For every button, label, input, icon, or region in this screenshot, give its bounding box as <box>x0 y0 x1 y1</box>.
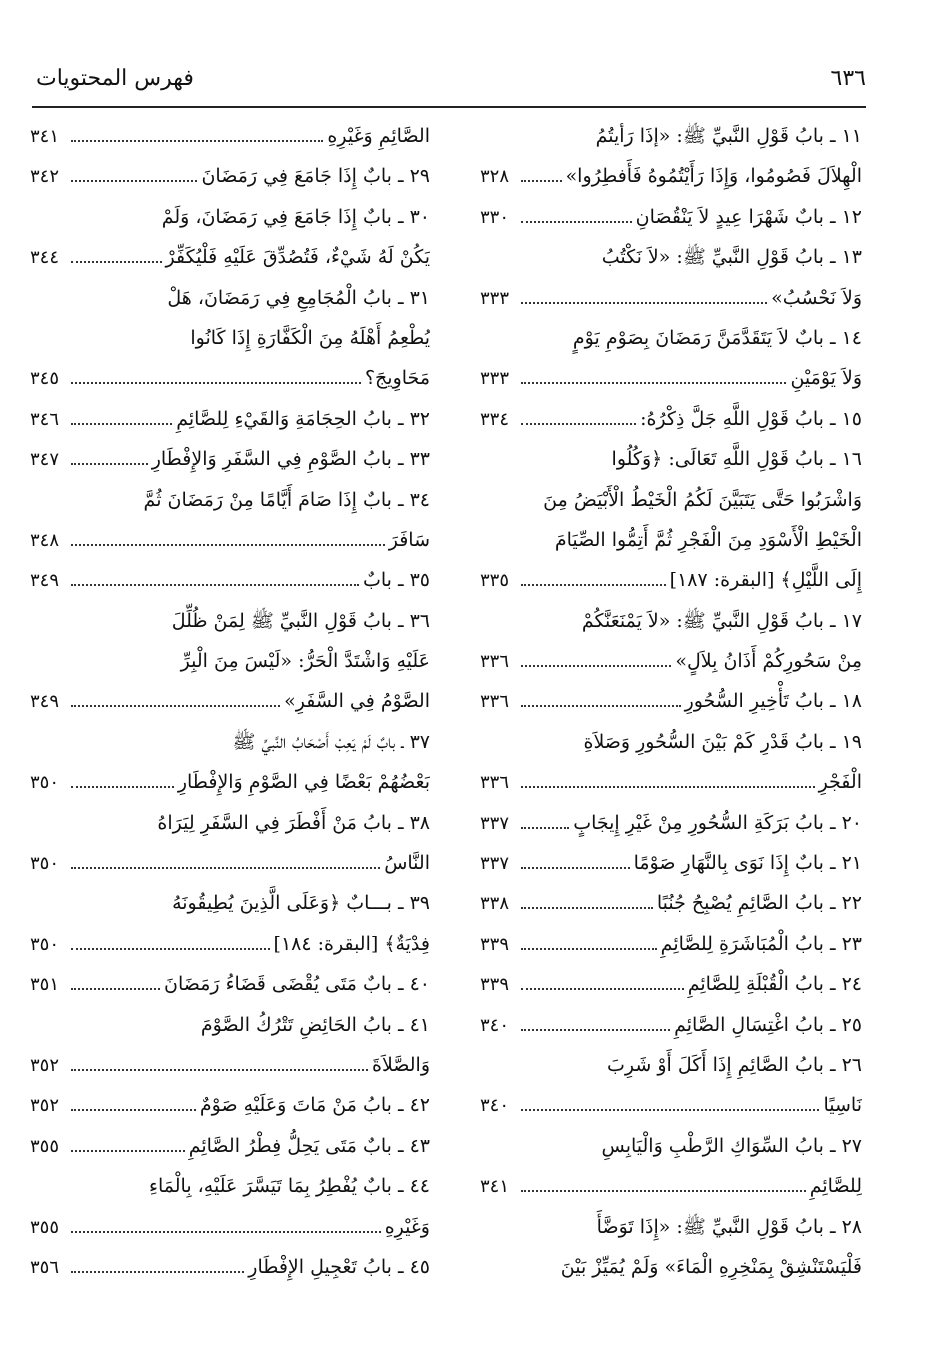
toc-entry-text: إِلَى اللَّيْلِ﴾ [البقرة: ١٨٧] <box>669 569 862 592</box>
toc-line <box>480 1045 862 1085</box>
toc-line <box>30 358 430 398</box>
dot-leader <box>71 406 172 425</box>
toc-entry-text: ٢١ ـ بابٌ إِذَا نَوَى بِالنَّهَارِ صَوْمًا <box>633 852 862 875</box>
dot-leader <box>71 1213 381 1232</box>
dot-leader <box>71 1133 185 1152</box>
toc-line <box>30 116 430 156</box>
toc-page-number: ٣٣٨ <box>480 893 510 915</box>
toc-page-number: ٣٥١ <box>30 974 60 996</box>
running-title: فهرس المحتويات <box>36 66 194 91</box>
dot-leader <box>71 365 361 384</box>
toc-entry-text: ٢٠ ـ بابُ بَرَكَةِ السُّحُورِ مِنْ غَيْرِ إِيجَابٍ <box>573 811 862 834</box>
toc-entry-text: مَحَاوِيجَ؟ <box>364 367 430 390</box>
toc-line <box>30 197 430 237</box>
toc-line <box>30 1085 430 1125</box>
toc-entry-text: ٤٣ ـ بابٌ مَتَى يَحِلُّ فِطْرُ الصَّائِمِ <box>188 1134 430 1157</box>
toc-line <box>480 843 862 883</box>
dot-leader <box>71 769 174 788</box>
toc-entry-text: الصَّائِمِ وَغَيْرِهِ <box>327 125 430 147</box>
toc-line <box>480 1126 862 1166</box>
toc-line <box>30 803 430 843</box>
toc-line <box>30 560 430 600</box>
toc-line <box>30 1126 430 1166</box>
toc-page-number: ٣٣٦ <box>480 651 510 673</box>
dot-leader <box>521 850 630 869</box>
toc-line <box>30 1166 430 1206</box>
toc-page-number: ٣٥٢ <box>30 1054 60 1076</box>
dot-leader <box>521 648 671 667</box>
toc-line <box>480 1207 862 1247</box>
toc-line <box>480 480 862 520</box>
dot-leader <box>521 890 653 909</box>
toc-line <box>480 601 862 641</box>
toc-page-number: ٣٣٤ <box>480 408 510 430</box>
toc-entry-text: الْخَيْطِ الْأَسْوَدِ مِنَ الْفَجْرِ ثُمَّ أَتِمُّوا الصِّيَامَ <box>554 528 862 551</box>
toc-line <box>30 480 430 520</box>
toc-line <box>480 358 862 398</box>
toc-entry-text: ٣٠ ـ بابٌ إِذَا جَامَعَ فِي رَمَضَانَ، وَلَمْ <box>161 205 430 228</box>
toc-entry-text: ٢٧ ـ بابُ السِّوَاكِ الرَّطْبِ وَالْيَابِسِ <box>601 1134 862 1157</box>
toc-entry-text: ٢٤ ـ بابُ الْقُبْلَةِ لِلصَّائِمِ <box>687 973 862 996</box>
toc-line <box>30 520 430 560</box>
toc-line <box>480 803 862 843</box>
toc-line <box>480 439 862 479</box>
toc-line <box>30 278 430 318</box>
toc-page-number: ٣٤٧ <box>30 449 60 471</box>
toc-line <box>30 1005 430 1045</box>
toc-page-number: ٣٥٠ <box>30 772 60 794</box>
toc-page-number: ٣٥٠ <box>30 933 60 955</box>
toc-page-number: ٣٤٦ <box>30 408 60 430</box>
toc-line <box>30 439 430 479</box>
toc-entry-text: ٣٨ ـ بابُ مَنْ أَفْطَرَ فِي السَّفَرِ لِيَرَاهُ <box>157 811 430 834</box>
toc-entry-text: ٢٩ ـ بابٌ إِذَا جَامَعَ فِي رَمَضَانَ <box>201 165 430 188</box>
toc-line <box>30 237 430 277</box>
dot-leader <box>71 1092 196 1111</box>
toc-line <box>30 1247 430 1287</box>
toc-line <box>30 722 430 762</box>
toc-line <box>480 520 862 560</box>
toc-entry-text: ١٧ ـ بابُ قَوْلِ النَّبيِّ ﷺ: «لاَ يَمْنَعَنَّكُمْ <box>581 609 862 632</box>
toc-page-number: ٣٥٦ <box>30 1256 60 1278</box>
toc-page-number: ٣٥٥ <box>30 1135 60 1157</box>
dot-leader <box>521 971 684 990</box>
toc-line <box>480 237 862 277</box>
toc-line <box>30 156 430 196</box>
toc-line <box>480 1247 862 1287</box>
toc-line <box>480 156 862 196</box>
dot-leader <box>521 769 815 788</box>
page-header <box>36 66 866 104</box>
toc-line <box>30 318 430 358</box>
toc-page-number: ٣٤٠ <box>480 1095 510 1117</box>
toc-entry-text: ٣٣ ـ بابُ الصَّوْمِ فِي السَّفَرِ وَالإِفْطَارِ <box>151 448 430 471</box>
dot-leader <box>71 446 148 465</box>
toc-entry-text: ١١ ـ بابُ قَوْلِ النَّبيِّ ﷺ: «إذَا رَأيتُمُ <box>595 125 862 147</box>
toc-page-number: ٣٣٥ <box>480 570 510 592</box>
toc-entry-text: يُطْعِمُ أَهْلَهُ مِنَ الْكَفَّارَةِ إِذَا كَانُوا <box>190 326 430 349</box>
toc-line <box>480 883 862 923</box>
toc-page-number: ٣٣٩ <box>480 974 510 996</box>
toc-entry-text: سَافَرَ <box>388 528 430 551</box>
toc-entry-text: وَلاَ يَوْمَيْنِ <box>790 367 862 390</box>
toc-line <box>480 116 862 156</box>
dot-leader <box>521 931 657 950</box>
toc-line <box>30 1207 430 1247</box>
toc-entry-text: وَاشْرَبُوا حَتَّى يَتَبَيَّنَ لَكُمُ الْخَيْطُ الْأَبْيَضُ مِنَ <box>543 488 862 511</box>
toc-line <box>30 964 430 1004</box>
toc-column-right <box>480 116 862 1287</box>
dot-leader <box>71 1254 244 1273</box>
toc-page-number: ٣٣٩ <box>480 933 510 955</box>
toc-line <box>30 843 430 883</box>
toc-entry-text: الْفَجْرِ <box>818 771 862 794</box>
toc-entry-text: عَلَيْهِ وَاشْتَدَّ الْحَرُّ: «لَيْسَ مِنَ الْبِرِّ <box>180 650 430 673</box>
toc-line <box>30 1045 430 1085</box>
dot-leader <box>521 567 666 586</box>
toc-entry-text: بَعْضُهُمْ بَعْضًا فِي الصَّوْمِ وَالإِفْطَارِ <box>177 771 430 794</box>
toc-page-number: ٣٤٨ <box>30 529 60 551</box>
dot-leader <box>71 123 323 142</box>
toc-line <box>30 641 430 681</box>
dot-leader <box>521 688 681 707</box>
toc-page-number: ٣٤٩ <box>30 691 60 713</box>
header-rule <box>32 106 866 108</box>
toc-page-number: ٣٥٠ <box>30 853 60 875</box>
toc-page-number: ٣٤٠ <box>480 1014 510 1036</box>
toc-page-number: ٣٣٠ <box>480 206 510 228</box>
toc-entry-text: الصَّوْمُ فِي السَّفَرِ» <box>284 690 430 713</box>
dot-leader <box>71 850 380 869</box>
toc-entry-text: يَكُنْ لَهُ شَيْءٌ، فَتُصُدِّقَ عَلَيْهِ فَلْيُكَفِّرْ <box>165 246 430 269</box>
toc-page-number: ٣٥٢ <box>30 1095 60 1117</box>
toc-entry-text: ٢٢ ـ بابُ الصَّائِمِ يُصْبِحُ جُنُبًا <box>656 892 862 915</box>
toc-entry-text: ٣٤ ـ بابٌ إِذَا صَامَ أَيَّامًا مِنْ رَمَضَانَ ثُمَّ <box>143 488 430 511</box>
toc-entry-text: وَلاَ نَحْسُبُ» <box>771 286 862 309</box>
toc-entry-text: ٤٢ ـ بابُ مَنْ مَاتَ وَعَلَيْهِ صَوْمٌ <box>199 1094 430 1117</box>
toc-page-number: ٣٣٦ <box>480 772 510 794</box>
toc-entry-text: ٢٣ ـ بابُ الْمُبَاشَرَةِ لِلصَّائِمِ <box>660 932 862 955</box>
toc-page-number: ٣٣٣ <box>480 368 510 390</box>
toc-entry-text: ٢٨ ـ بابُ قَوْلِ النَّبيِّ ﷺ: «إِذَا تَوَضَّأَ <box>596 1215 862 1238</box>
dot-leader <box>521 406 636 425</box>
dot-leader <box>71 1052 368 1071</box>
toc-page-number: ٣٤٥ <box>30 368 60 390</box>
toc-entry-text: ١٨ ـ بابُ تَأْخِيرِ السُّحُورِ <box>684 690 862 713</box>
toc-line <box>30 883 430 923</box>
toc-entry-text: ٤٤ ـ بابٌ يُفْطِرُ بِمَا تَيَسَّرَ عَلَيْهِ، بِالْمَاءِ <box>149 1175 430 1198</box>
dot-leader <box>71 688 280 707</box>
toc-page-number: ٣٤٩ <box>30 570 60 592</box>
toc-entry-text: لِلصَّائِمِ <box>809 1175 862 1198</box>
dot-leader <box>71 971 160 990</box>
toc-line <box>480 1005 862 1045</box>
toc-line <box>480 722 862 762</box>
toc-line <box>480 681 862 721</box>
dot-leader <box>521 365 786 384</box>
toc-line <box>30 681 430 721</box>
dot-leader <box>521 1173 806 1192</box>
toc-line <box>30 924 430 964</box>
toc-line <box>480 641 862 681</box>
toc-entry-text: ٣١ ـ بابُ الْمُجَامِعِ فِي رَمَضَانَ، هَلْ <box>167 286 430 309</box>
toc-page-number: ٣٣٦ <box>480 691 510 713</box>
dot-leader <box>71 931 270 950</box>
toc-page-number: ٣٣٧ <box>480 812 510 834</box>
toc-line <box>480 924 862 964</box>
dot-leader <box>521 810 569 829</box>
toc-page-number: ٣٣٣ <box>480 287 510 309</box>
toc-line <box>480 318 862 358</box>
toc-entry-text: ٤١ ـ بابُ الحَائِضِ تَتْرُكُ الصَّوْمَ <box>200 1013 430 1036</box>
toc-page-number: ٣٥٥ <box>30 1216 60 1238</box>
toc-line <box>480 1085 862 1125</box>
dot-leader <box>521 1012 670 1031</box>
dot-leader <box>71 527 385 546</box>
toc-line <box>30 601 430 641</box>
toc-entry-text: فِدْيَةٌ﴾ [البقرة: ١٨٤] <box>273 932 430 955</box>
dot-leader <box>521 1092 819 1111</box>
toc-entry-text: ٣٦ ـ بابُ قَوْلِ النَّبيِّ ﷺ لِمَنْ ظُلِّلَ <box>171 609 430 632</box>
toc-entry-text: مِنْ سَحُورِكُمْ أَذَانُ بِلاَلٍ» <box>675 650 862 673</box>
dot-leader <box>71 567 359 586</box>
toc-page-number: ٣٤٤ <box>30 247 60 269</box>
toc-line <box>480 762 862 802</box>
toc-entry-text: ٤٥ ـ بابُ تَعْجِيلِ الإِفْطَارِ <box>248 1255 430 1278</box>
toc-entry-text: ١٤ ـ بابٌ لاَ يَتَقَدَّمَنَّ رَمَضَانَ بِصَوْمِ يَوْمٍ <box>572 326 862 349</box>
toc-entry-text: ٣٥ ـ بابٌ <box>362 569 430 592</box>
toc-entry-text: ٢٦ ـ بابُ الصَّائِمِ إِذَا أَكَلَ أَوْ شَرِبَ <box>607 1053 862 1076</box>
toc-column-left <box>30 116 430 1287</box>
toc-entry-text: نَاسِيًا <box>823 1094 862 1117</box>
toc-line <box>480 560 862 600</box>
toc-entry-text: ٣٩ ـ بـــابٌ ﴿وَعَلَى الَّذِينَ يُطِيقُونَهُ <box>172 892 430 915</box>
toc-entry-text: ٣٧ ـ بابٌ لَمْ يَعِبْ أَصْحَابُ النَّبيِّ ﷺ <box>232 730 430 753</box>
toc-page-number: ٣٣٧ <box>480 853 510 875</box>
toc-entry-text: ١٩ ـ بابُ قَدْرِ كَمْ بَيْنَ السُّحُورِ وَصَلاَةِ <box>583 730 862 753</box>
dot-leader <box>521 204 632 223</box>
dot-leader <box>71 244 161 263</box>
toc-page-number: ٣٢٨ <box>480 166 510 188</box>
toc-entry-text: وَالصَّلاَةَ <box>371 1053 430 1076</box>
toc-entry-text: النَّاسُ <box>384 852 430 875</box>
toc-entry-text: ٤٠ ـ بابٌ مَتَى يُقْضَى قَضَاءُ رَمَضَانَ <box>163 973 430 996</box>
toc-entry-text: ٢٥ ـ بابُ اغْتِسَالِ الصَّائِمِ <box>674 1013 862 1036</box>
toc-entry-text: ١٢ ـ بابٌ شَهْرَا عِيدٍ لاَ يَنْقُصَانِ <box>635 205 862 228</box>
page-number: ٦٣٦ <box>830 66 866 91</box>
toc-entry-text: فَلْيَسْتَنْشِقْ بِمَنْخِرِهِ الْمَاءَ» وَلَمْ يُمَيِّزْ بَيْنَ <box>560 1255 862 1278</box>
toc-page-number: ٣٤١ <box>30 126 60 147</box>
toc-line <box>480 1166 862 1206</box>
toc-line <box>30 399 430 439</box>
toc-page-number: ٣٤١ <box>480 1176 510 1198</box>
toc-line <box>480 399 862 439</box>
toc-line <box>480 278 862 318</box>
toc-line <box>480 964 862 1004</box>
toc-line <box>30 762 430 802</box>
toc-page-number: ٣٤٢ <box>30 166 60 188</box>
toc-entry-text: الْهِلاَلَ فَصُومُوا، وَإِذَا رَأَيْتُمُوهُ فَأَفطِرُوا» <box>565 165 862 188</box>
dot-leader <box>71 163 197 182</box>
toc-entry-text: ١٥ ـ بابُ قَوْلِ اللَّهِ جَلَّ ذِكْرُهُ: <box>640 407 862 430</box>
dot-leader <box>521 284 767 303</box>
toc-entry-text: ١٦ ـ بابُ قَوْلِ اللَّهِ تَعَالَى: ﴿وَكُلُوا <box>611 448 862 471</box>
toc-entry-text: وَغَيْرِهِ <box>384 1215 430 1238</box>
toc-entry-text: ٣٢ ـ بابُ الحِجَامَةِ وَالقَيْءِ لِلصَّائِمِ <box>176 407 430 430</box>
dot-leader <box>521 163 562 182</box>
toc-entry-text: ١٣ ـ بابُ قَوْلِ النَّبيِّ ﷺ: «لاَ نَكْتُبُ <box>601 246 862 269</box>
toc-line <box>480 197 862 237</box>
